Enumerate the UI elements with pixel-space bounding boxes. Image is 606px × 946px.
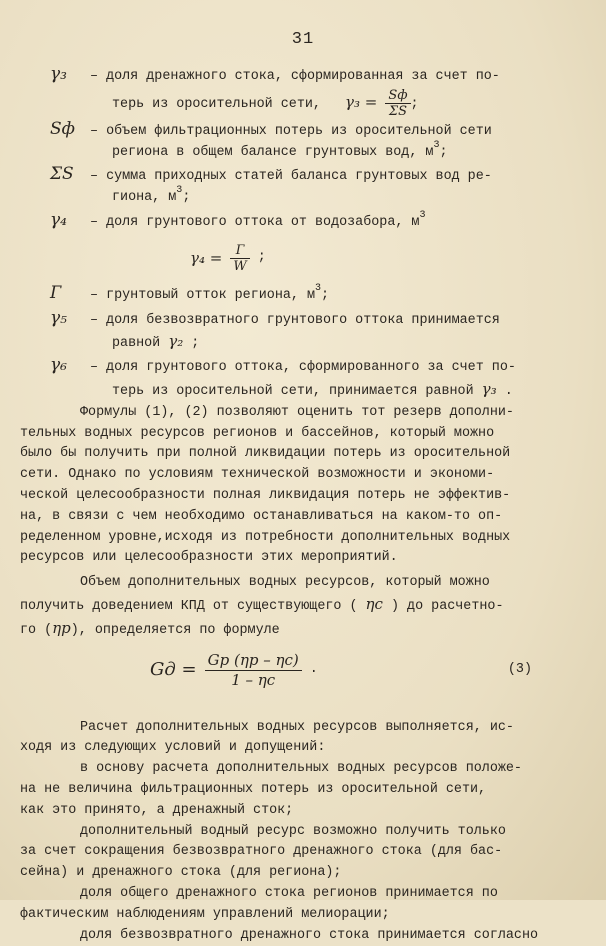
paragraph-text: ) до расчетно- [391, 599, 504, 614]
definition-text: равной [112, 336, 160, 351]
formula-fraction [385, 88, 410, 119]
paragraph-line: ределенном уровне,исходя из потребности дополнительных водных [20, 528, 570, 549]
paragraph-line: фактическим наблюдениям управлений мелиорации; [20, 905, 570, 926]
superscript: 3 [419, 210, 425, 221]
paragraph-line: как это принято, а дренажный сток; [20, 801, 570, 822]
definition-item [50, 119, 570, 143]
definition-symbol: Sф [50, 119, 90, 140]
paragraph-line: сейна) и дренажного стока (для региона); [20, 863, 570, 884]
formula-3 [50, 642, 570, 700]
paragraph-line: Расчет дополнительных водных ресурсов выполняется, ис- [50, 718, 570, 739]
definition-text: терь из оросительной сети, принимается равной [112, 384, 474, 399]
definition-text: – доля грунтового оттока, сформированного за счет по- [90, 360, 516, 375]
definition-symbol: γ₃ [50, 64, 90, 85]
definition-text: – объем фильтрационных потерь из оросительной сети [90, 124, 492, 139]
definition-symbol: Г [50, 283, 90, 304]
formula-lhs: γ₄ = [190, 248, 222, 269]
fraction-numerator: Sф [385, 88, 410, 104]
definition-item [50, 64, 570, 88]
paragraph-line: ческой целесообразности полная ликвидация потерь не эффектив- [20, 486, 570, 507]
definition-symbol: ΣS [50, 164, 90, 185]
definition-continuation [50, 88, 570, 119]
formula-tail: ; [411, 97, 419, 112]
formula-tail: . [310, 660, 318, 681]
punctuation: ; [439, 145, 447, 160]
paragraph-line: тельных водных ресурсов регионов и бассейнов, который можно [20, 424, 570, 445]
inline-symbol: γ₂ [168, 332, 183, 350]
definition-item [50, 164, 570, 188]
equation-number: (3) [508, 660, 532, 681]
paragraph-text: ), определяется по формуле [71, 623, 280, 638]
formula-fraction [230, 243, 249, 274]
definition-text: гиона, м [112, 190, 176, 205]
body-text [50, 64, 570, 946]
definition-continuation [50, 379, 570, 403]
definition-continuation [50, 143, 570, 165]
paragraph-line: дополнительный водный ресурс возможно получить только [50, 822, 570, 843]
definition-symbol: γ₆ [50, 355, 90, 376]
paragraph-line [20, 618, 570, 642]
definition-text: терь из оросительной сети, [112, 97, 321, 112]
definition-text: региона в общем балансе грунтовых вод, м [112, 145, 433, 160]
page-number: 31 [0, 30, 606, 49]
formula-g4 [50, 235, 570, 283]
formula-lhs: Gд = [150, 660, 197, 681]
fraction-numerator: Г [230, 243, 249, 259]
paragraph-line: доля общего дренажного стока регионов принимается по [50, 884, 570, 905]
superscript: 3 [433, 140, 439, 151]
paragraph-text: го ( [20, 623, 52, 638]
fraction-denominator: W [230, 259, 249, 274]
paragraph-line: на, в связи с чем необходимо останавливаться на каком-то оп- [20, 507, 570, 528]
paragraph-line: Объем дополнительных водных ресурсов, который можно [50, 573, 570, 594]
formula-tail: ; [258, 248, 266, 269]
paragraph-line: было бы получить при полной ликвидации потерь из оросительной [20, 444, 570, 465]
definition-continuation [50, 331, 570, 355]
definition-item [50, 210, 570, 235]
punctuation: . [505, 384, 513, 399]
paragraph-line: сети. Однако по условиям технической возможности и экономи- [20, 465, 570, 486]
definition-text: – сумма приходных статей баланса грунтовых вод ре- [90, 169, 492, 184]
definition-symbol: γ₄ [50, 210, 90, 231]
definition-text: – доля безвозвратного грунтового оттока принимается [90, 313, 500, 328]
paragraph-line: за счет сокращения безвозвратного дренажного стока (для бас- [20, 842, 570, 863]
formula-fraction [205, 651, 302, 690]
definition-item [50, 355, 570, 379]
definition-item [50, 308, 570, 332]
inline-symbol: γ₃ [482, 380, 497, 398]
fraction-denominator: ΣS [385, 104, 410, 119]
punctuation: ; [321, 288, 329, 303]
formula-lhs: γ₃ = [345, 93, 377, 111]
paragraph-line: доля безвозвратного дренажного стока принимается согласно [50, 926, 570, 946]
superscript: 3 [315, 283, 321, 294]
superscript: 3 [176, 185, 182, 196]
punctuation: ; [182, 190, 190, 205]
definition-text: – грунтовый отток региона, м [90, 288, 315, 303]
fraction-numerator: Gр (ηр – ηс) [205, 651, 302, 671]
definition-text: – доля грунтового оттока от водозабора, м [90, 215, 419, 230]
punctuation: ; [191, 336, 199, 351]
paragraph-text: получить доведением КПД от существующего ( [20, 599, 358, 614]
inline-symbol: ηc [366, 595, 383, 613]
definition-item [50, 283, 570, 308]
paragraph-line: Формулы (1), (2) позволяют оценить тот резерв дополни- [50, 403, 570, 424]
inline-symbol: ηp [52, 619, 71, 637]
paragraph-line: на не величина фильтрационных потерь из оросительной сети, [20, 780, 570, 801]
paragraph-line: ресурсов или целесообразности этих мероприятий. [20, 548, 570, 569]
paragraph-line [20, 594, 570, 618]
definition-text: – доля дренажного стока, сформированная за счет по- [90, 69, 500, 84]
paragraph-line: в основу расчета дополнительных водных ресурсов положе- [50, 759, 570, 780]
fraction-denominator: 1 – ηс [205, 671, 302, 690]
definition-symbol: γ₅ [50, 308, 90, 329]
definition-continuation [50, 188, 570, 210]
paragraph-line: ходя из следующих условий и допущений: [20, 738, 570, 759]
